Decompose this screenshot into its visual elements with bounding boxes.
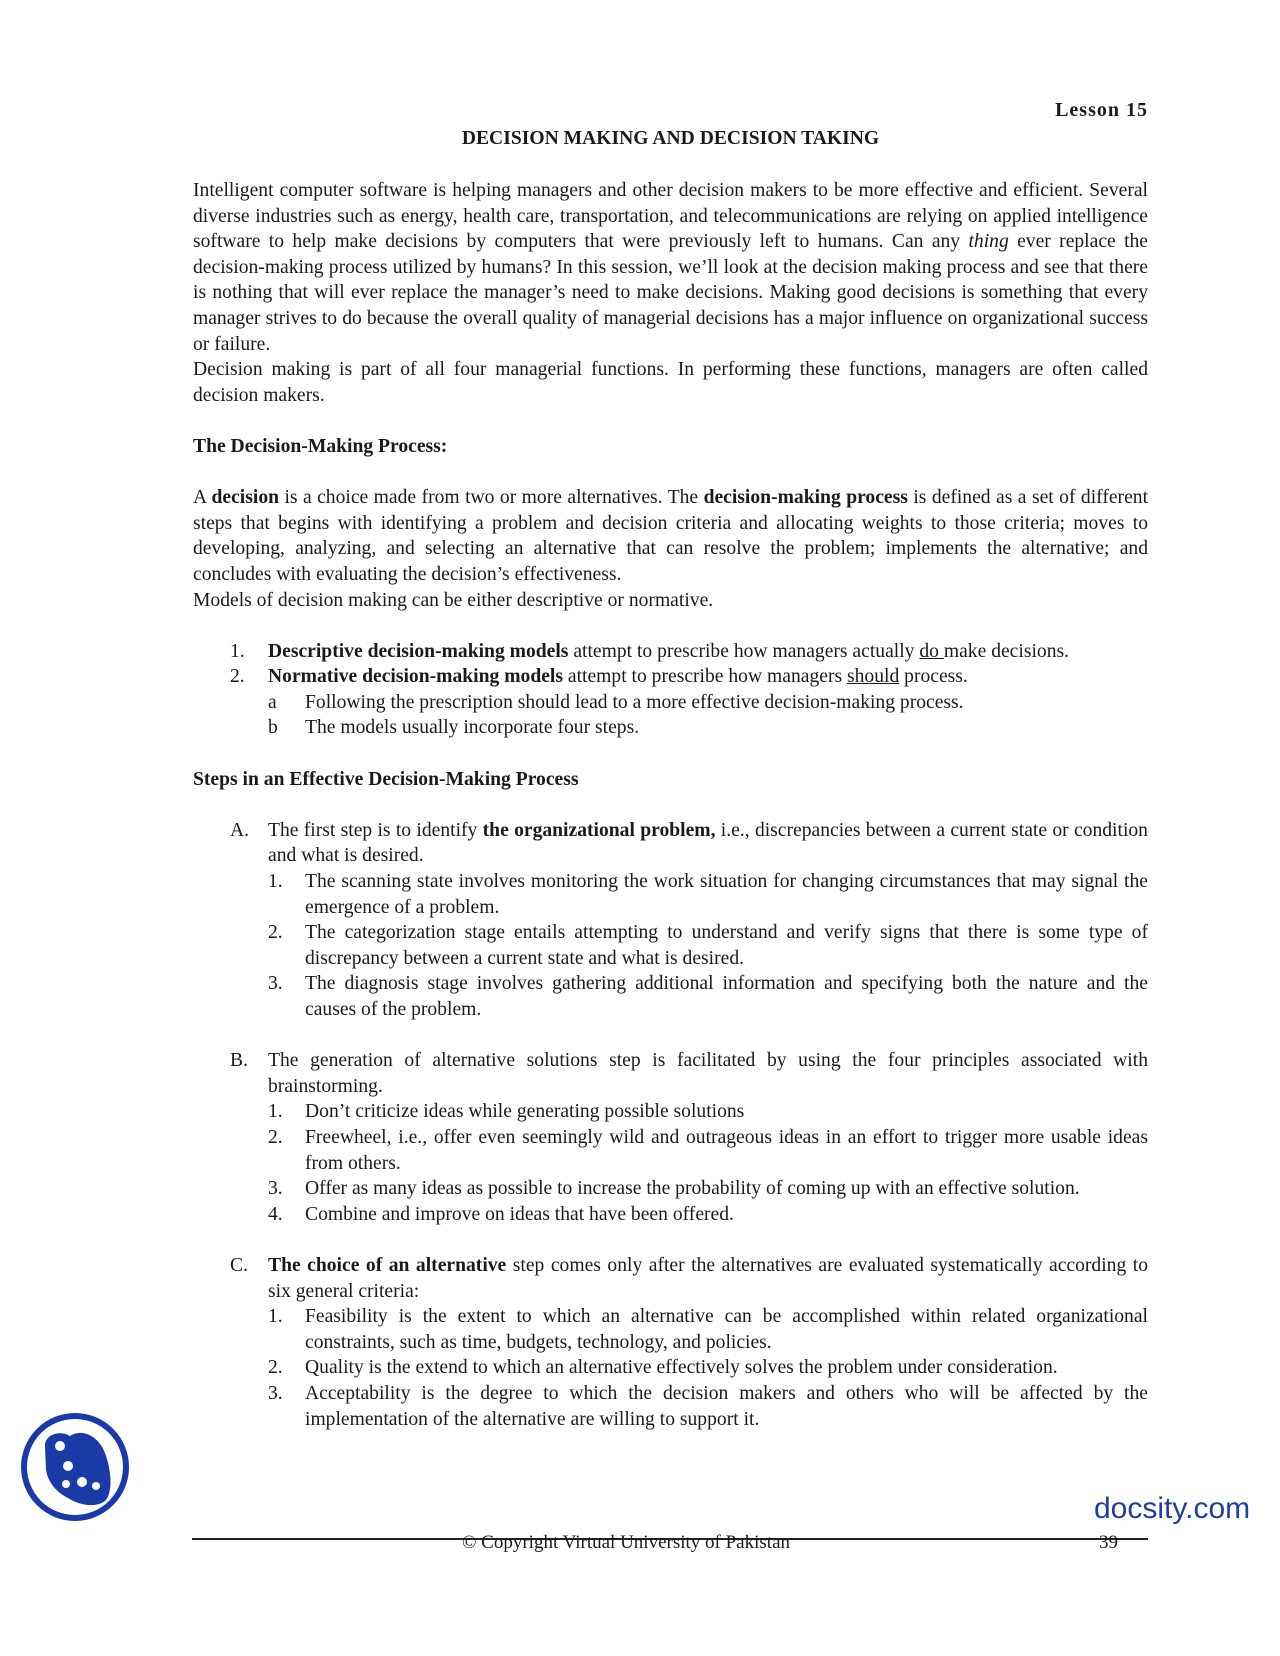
list-item: 1. The scanning state involves monitoring the work situation for changing circumstances that may signal the emergence of a problem.: [268, 871, 1148, 918]
list-item: 1. Feasibility is the extent to which an alternative can be accomplished within related organizational constraints, such as time, budgets, technology, and policies.: [268, 1306, 1148, 1353]
page-footer: [192, 1532, 1148, 1553]
lesson-label: Lesson 15: [1055, 99, 1148, 121]
list-item: C. The choice of an alternative step comes only after the alternatives are evaluated systematically according to six general criteria:: [230, 1254, 1148, 1302]
steps-list-c: [193, 1253, 1148, 1432]
list-item: 2. The categorization stage entails attempting to understand and verify signs that there is some type of discrepancy between a current state and what is desired.: [268, 922, 1148, 969]
list-item: 3. The diagnosis stage involves gathering additional information and specifying both the nature and the causes of the problem.: [268, 973, 1148, 1020]
models-list: [193, 639, 1148, 741]
steps-list-b: [193, 1048, 1148, 1227]
list-item: 3. Offer as many ideas as possible to increase the probability of coming up with an effective solution.: [268, 1178, 1080, 1200]
copyright-text: © Copyright Virtual University of Pakistan: [462, 1532, 791, 1553]
definition-paragraph: A decision is a choice made from two or more alternatives. The decision-making process is defined as a set of different steps that begins with identifying a problem and decision criteria and allocating weights to those criteria; moves to developing, analyzing, and selecting an alternative that can resolve the problem; implements the alternative; and concludes with evaluating the decision’s effectiveness.: [193, 487, 1149, 585]
document-body: [193, 178, 1148, 1432]
models-paragraph: Models of decision making can be either descriptive or normative.: [193, 589, 714, 611]
section-heading-process: The Decision-Making Process:: [193, 435, 448, 457]
list-item: 3. Acceptability is the degree to which the decision makers and others who will be affected by the implementation of the alternative are willing to support it.: [268, 1382, 1148, 1430]
list-item: 4. Combine and improve on ideas that have been offered.: [268, 1203, 734, 1225]
list-item: b The models usually incorporate four steps.: [268, 717, 640, 739]
section-heading-steps: Steps in an Effective Decision-Making Process: [193, 768, 579, 790]
list-item: B. The generation of alternative solutions step is facilitated by using the four principles associated with brainstorming.: [230, 1050, 1148, 1097]
list-item: 1. Descriptive decision-making models attempt to prescribe how managers actually do make decisions.: [230, 640, 1070, 662]
list-item: 2. Quality is the extend to which an alternative effectively solves the problem under consideration.: [268, 1357, 1058, 1379]
list-item: 1. Don’t criticize ideas while generating possible solutions: [268, 1101, 745, 1123]
list-item: 2. Normative decision-making models attempt to prescribe how managers should process.: [230, 666, 968, 688]
page-number: 39: [1099, 1532, 1118, 1553]
docsity-watermark: docsity.com: [1094, 1492, 1251, 1525]
intro-paragraph-2: Decision making is part of all four managerial functions. In performing these functions, managers are often called decision makers.: [193, 359, 1148, 406]
list-item: a Following the prescription should lead to a more effective decision-making process.: [268, 691, 964, 713]
intro-paragraph: Intelligent computer software is helping managers and other decision makers to be more effective and efficient. Several diverse industries such as energy, health care, transportation, and telecommunications are relying on applied intelligence software to help make decisions by computers that were previously left to humans. Can any thing ever replace the decision-making process utilized by humans? In this session, we’ll look at the decision making process and see that there is nothing that will ever replace the manager’s need to make decisions. Making good decisions is something that every manager strives to do because the overall quality of managerial decisions has a major influence on organizational success or failure.: [193, 180, 1149, 355]
docsity-logo-icon: [20, 1412, 130, 1522]
steps-list-a: [193, 818, 1148, 1023]
list-item: A. The first step is to identify the organizational problem, i.e., discrepancies between a current state or condition and what is desired.: [230, 819, 1148, 867]
list-item: 2. Freewheel, i.e., offer even seemingly wild and outrageous ideas in an effort to trigger more usable ideas from others.: [268, 1126, 1148, 1174]
page-title: DECISION MAKING AND DECISION TAKING: [461, 128, 880, 149]
